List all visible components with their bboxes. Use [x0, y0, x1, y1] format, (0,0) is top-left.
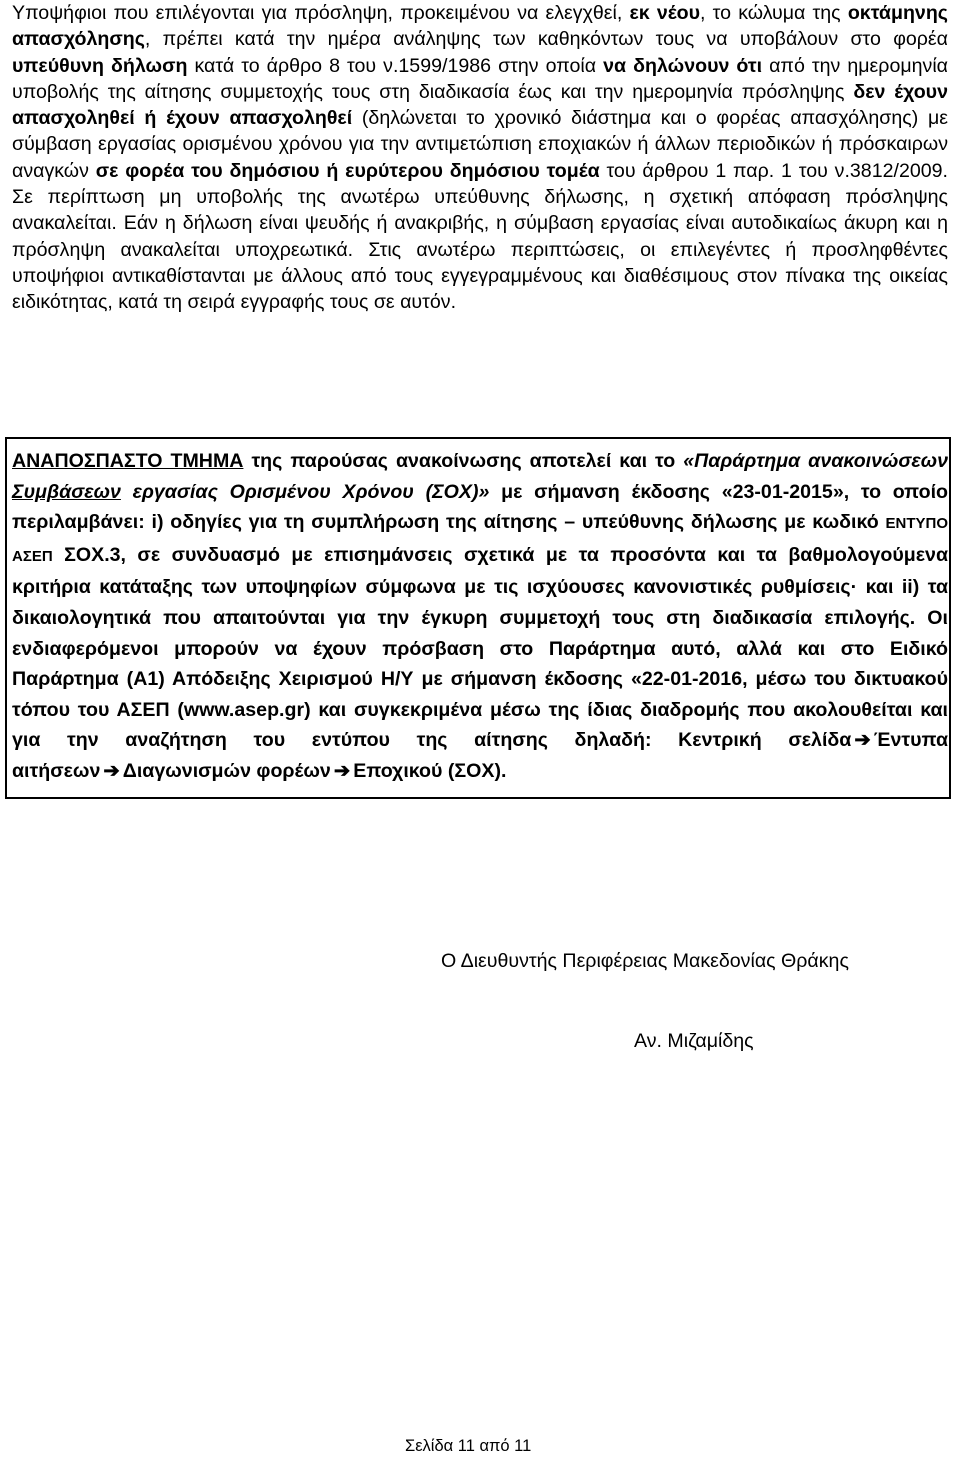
arrow-right-icon: ➔ — [333, 759, 351, 782]
path-step-home: Κεντρική σελίδα — [678, 729, 852, 752]
path-step-forms: Έντυπα αιτήσεων — [12, 729, 949, 782]
page-number: Σελίδα 11 από 11 — [405, 1437, 532, 1455]
text-run: με σήμανση έκδοσης «23-01-2015», το οποίο περιλαμβάνει: i) οδηγίες για τη συμπλήρωση της αίτησης – υπεύθυνης δήλωσης με κωδικό — [12, 480, 948, 534]
text-run: ΣΟΧ.3, σε συνδυασμό με επισημάνσεις σχετικά με τα προσόντα και τα βαθμολογούμενα κριτήρια κατάταξης των υποψηφίων σύμφωνα με τις ισχύουσες κανονιστικές ρυθμίσεις· και ii) τα δικαιολογητικά που απαιτούνται για την έγκυρη συμμετοχή τους στη διαδικασία επιλογής. Οι ενδιαφερόμενοι μπορούν να έχουν πρόσβαση στο Παράρτημα αυτό, αλλά και στο Ειδικό Παράρτημα (Α1) Απόδειξης Χειρισμού Η/Υ με σήμανση έκδοσης «22-01-2016, μέσω του δικτυακού τόπου του ΑΣΕΠ (www.asep.gr) και συγκεκριμένα μέσω της ίδιας διαδρομής που ακολουθείται και για την αναζήτηση του εντύπου της αίτησης δηλαδή: — [12, 543, 948, 752]
text-run: από την ημερομηνία υποβολής της αίτησης συμμετοχής τους στη διαδικασία έως και την ημερομηνία πρόσληψης — [12, 54, 948, 103]
text-run-bold: υπεύθυνη δήλωση — [12, 54, 188, 77]
text-run-italic-underlined: Συμβάσεων — [12, 480, 121, 503]
text-run: Υποψήφιοι που επιλέγονται για πρόσληψη, προκειμένου να ελεγχθεί, — [12, 2, 630, 24]
text-run-italic: «Παράρτημα ανακοινώσεων — [683, 450, 948, 472]
text-run-bold: οκτάμηνης απασχόλησης — [12, 2, 948, 51]
signatory-title: Ο Διευθυντής Περιφέρειας Μακεδονίας Θράκης — [441, 950, 849, 972]
arrow-right-icon: ➔ — [854, 729, 871, 752]
text-run: της παρούσας ανακοίνωσης αποτελεί και το — [243, 450, 684, 472]
text-run-bold: δεν έχουν απασχοληθεί ή έχουν απασχοληθεί — [12, 80, 948, 130]
text-run: , το κώλυμα της — [700, 2, 848, 24]
path-step-competitions: Διαγωνισμών φορέων — [122, 759, 331, 782]
text-run: , πρέπει κατά την ημέρα ανάληψης των καθηκόντων τους να υποβάλουν στο φορέα — [144, 28, 948, 51]
text-run: του άρθρου 1 παρ. 1 του ν.3812/2009. Σε περίπτωση μη υποβολής της ανωτέρω υπεύθυνης δήλωσης, η σχετική απόφαση πρόσληψης ανακαλείται. Εάν η δήλωση είναι ψευδής ή ανακριβής, η σύμβαση εργασίας είναι αυτοδικαίως άκυρη και η πρόσληψη ανακαλείται υποχρεωτικά. Στις ανωτέρω περιπτώσεις, οι επιλεγέντες ή προσληφθέντες υποψήφιοι αντικαθίστανται με άλλους από τους εγγεγραμμένους και διαθέσιμους στον πίνακα της οικείας ειδικότητας, κατά τη σειρά εγγραφής τους σε αυτόν. — [12, 159, 948, 314]
paragraph-instructions — [12, 0, 948, 316]
annex-notice-text — [12, 446, 948, 787]
path-step-seasonal: Εποχικού (ΣΟΧ). — [353, 759, 507, 782]
signatory-name: Αν. Μιζαμίδης — [634, 1030, 754, 1052]
text-run-bold: εκ νέου — [629, 2, 701, 24]
text-run-bold: να δηλώνουν ότι — [603, 54, 763, 77]
text-run: (δηλώνεται το χρονικό διάστημα και ο φορέας απασχόλησης) με σύμβαση εργασίας ορισμένου χρόνου για την αντιμετώπιση εποχιακών ή άλλων περιοδικών ή πρόσκαιρων αναγκών — [12, 107, 948, 182]
text-run: κατά το άρθρο 8 του ν.1599/1986 στην οποία — [187, 54, 604, 77]
arrow-right-icon: ➔ — [103, 759, 120, 782]
notice-heading-underlined: ΑΝΑΠΟΣΠΑΣΤΟ ΤΜΗΜΑ — [12, 450, 244, 472]
text-run-italic: εργασίας Ορισμένου Χρόνου (ΣΟΧ)» — [120, 480, 490, 503]
text-run-bold: σε φορέα του δημόσιου ή ευρύτερου δημόσιου τομέα — [95, 159, 600, 182]
form-code: ΕΝΤΥΠΟ ΑΣΕΠ — [12, 515, 948, 565]
